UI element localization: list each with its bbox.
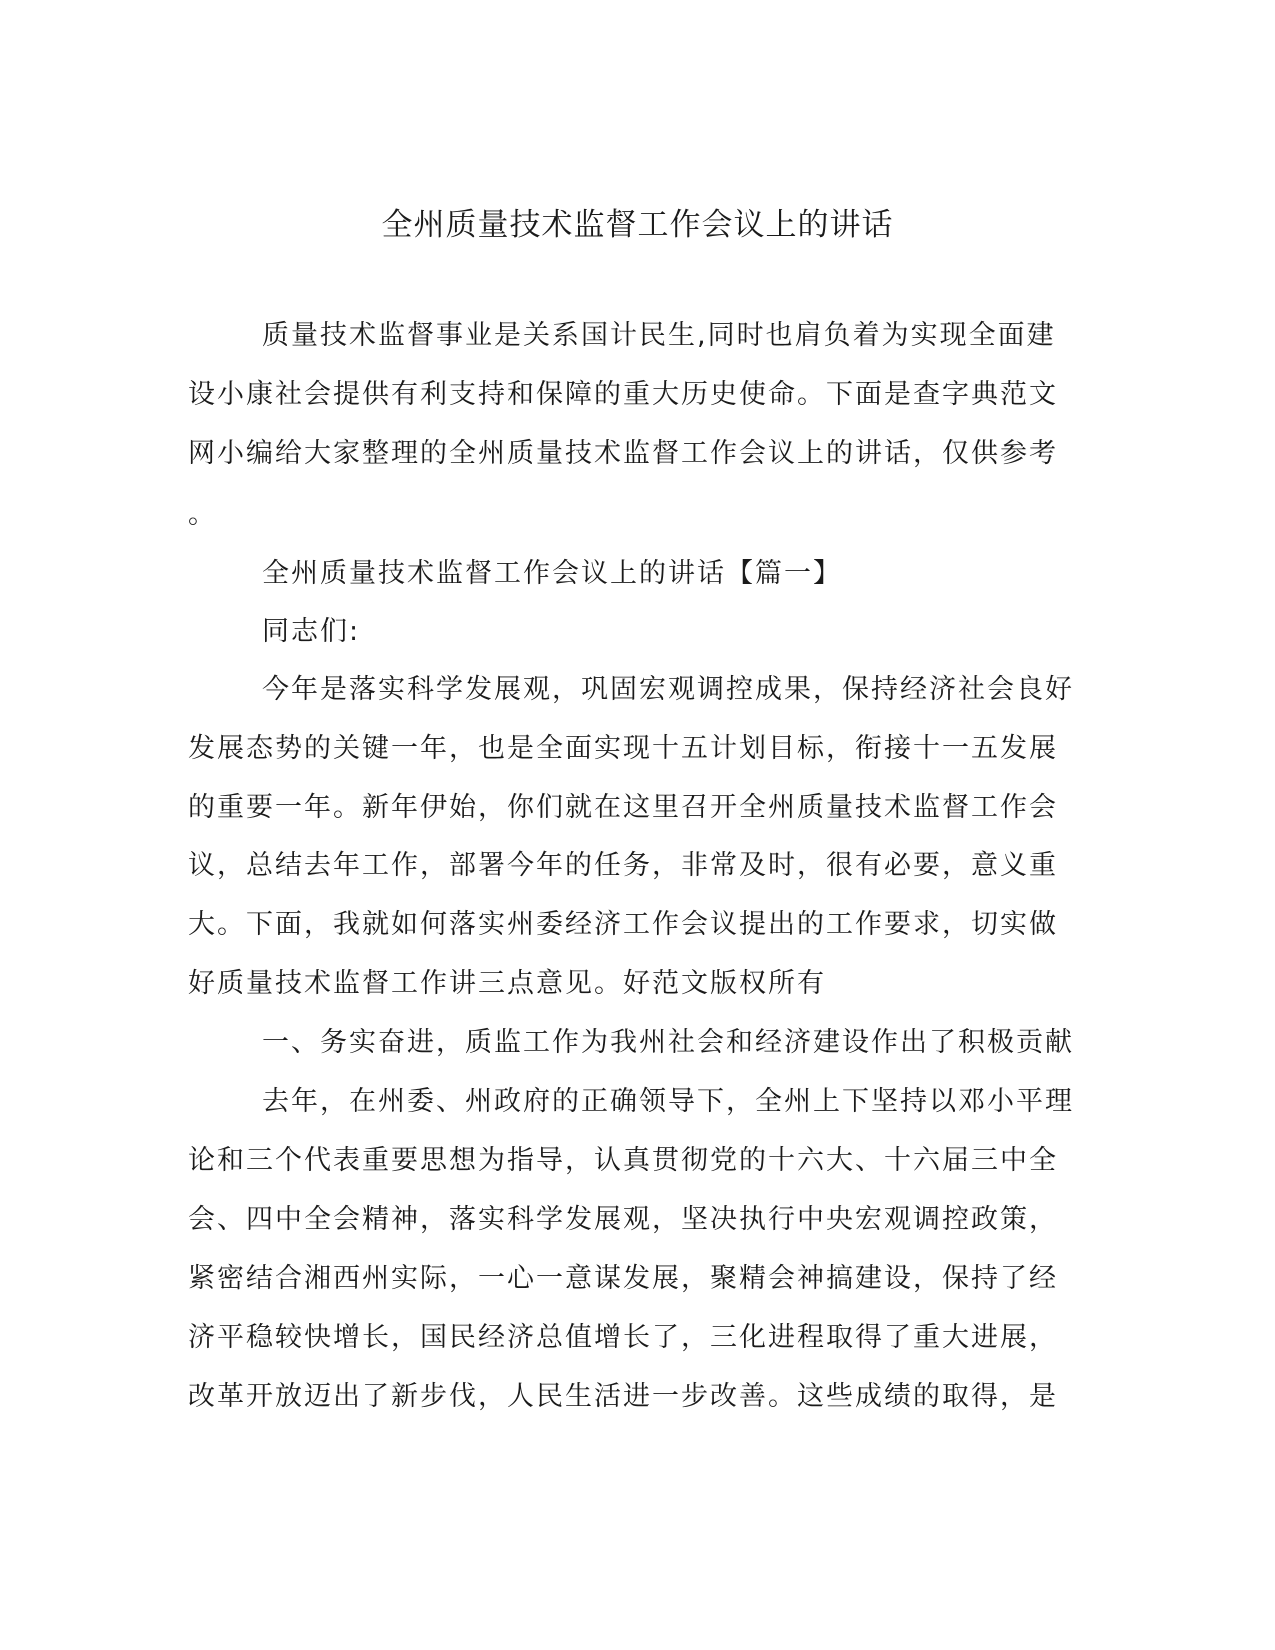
body-line: 发展态势的关键一年，也是全面实现十五计划目标，衔接十一五发展 bbox=[188, 733, 1058, 764]
body-line: 紧密结合湘西州实际，一心一意谋发展，聚精会神搞建设，保持了经 bbox=[188, 1263, 1058, 1294]
body-line: 好质量技术监督工作讲三点意见。好范文版权所有 bbox=[188, 968, 826, 999]
body-line: 大。下面，我就如何落实州委经济工作会议提出的工作要求，切实做 bbox=[188, 909, 1058, 940]
body-line: 济平稳较快增长，国民经济总值增长了，三化进程取得了重大进展， bbox=[188, 1322, 1058, 1353]
body-line: 去年，在州委、州政府的正确领导下，全州上下坚持以邓小平理 bbox=[262, 1086, 1074, 1117]
body-line: 议，总结去年工作，部署今年的任务，非常及时，很有必要，意义重 bbox=[188, 850, 1058, 881]
body-line: 。 bbox=[188, 499, 217, 530]
body-line: 网小编给大家整理的全州质量技术监督工作会议上的讲话，仅供参考 bbox=[188, 438, 1058, 469]
salutation: 同志们: bbox=[262, 616, 361, 647]
document-title: 全州质量技术监督工作会议上的讲话 bbox=[381, 207, 894, 243]
body-line: 的重要一年。新年伊始，你们就在这里召开全州质量技术监督工作会 bbox=[188, 792, 1058, 823]
body-line: 今年是落实科学发展观，巩固宏观调控成果，保持经济社会良好 bbox=[262, 674, 1074, 705]
body-line: 质量技术监督事业是关系国计民生,同时也肩负着为实现全面建 bbox=[262, 320, 1056, 351]
body-line: 论和三个代表重要思想为指导，认真贯彻党的十六大、十六届三中全 bbox=[188, 1145, 1058, 1176]
body-line: 会、四中全会精神，落实科学发展观，坚决执行中央宏观调控政策， bbox=[188, 1204, 1058, 1235]
body-line: 设小康社会提供有利支持和保障的重大历史使命。下面是查字典范文 bbox=[188, 379, 1058, 410]
section-heading: 一、务实奋进，质监工作为我州社会和经济建设作出了积极贡献 bbox=[262, 1027, 1074, 1058]
body-line: 改革开放迈出了新步伐，人民生活进一步改善。这些成绩的取得，是 bbox=[188, 1381, 1058, 1412]
section-heading: 全州质量技术监督工作会议上的讲话【篇一】 bbox=[262, 558, 842, 589]
